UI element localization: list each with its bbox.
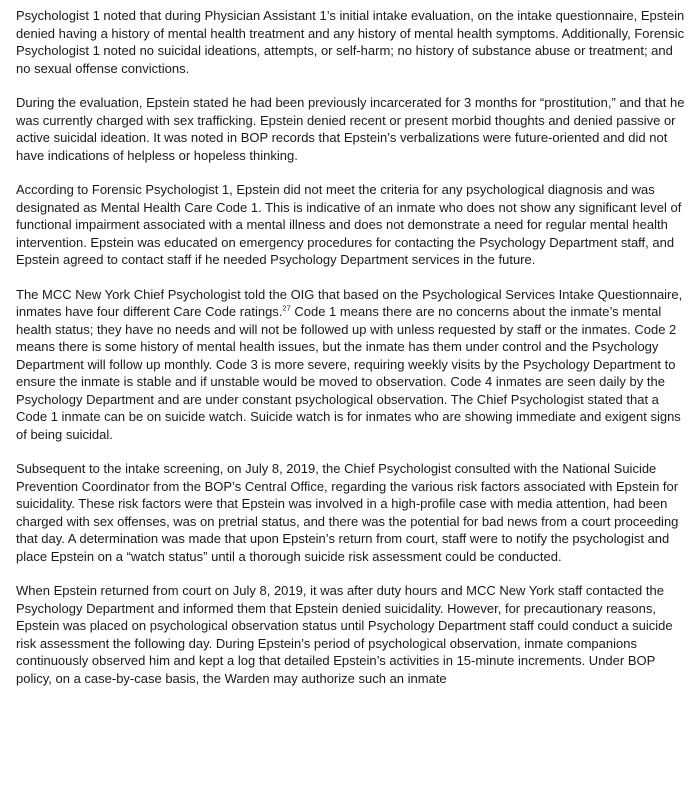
paragraph-diagnosis-care-code: According to Forensic Psychologist 1, Epstein did not meet the criteria for any psychological diagnosis and was designated as Mental Health Care Code 1. This is indicative of an inmate who does not show any significant level of functional impairment associated with a mental illness and does not demonstrate a need for regular mental health intervention. Epstein was educated on emergency procedures for contacting the Psychology Department staff, and Epstein agreed to contact staff if he needed Psychology Department services in the future. [16, 182, 682, 267]
paragraph-risk-factors-consultation: Subsequent to the intake screening, on July 8, 2019, the Chief Psychologist consulted with the National Suicide Prevention Coordinator from the BOP’s Central Office, regarding the various risk factors associated with Epstein for suicidality. These risk factors were that Epstein was involved in a high-profile case with media attention, had been charged with sex offenses, was on pretrial status, and there was the potential for bad news from a court proceeding that day. A determination was made that upon Epstein’s return from court, staff were to notify the psychologist and place Epstein on a “watch status” until a thorough suicide risk assessment could be conducted. [16, 461, 679, 564]
paragraph-evaluation-statements: During the evaluation, Epstein stated he had been previously incarcerated for 3 months for “prostitution,” and that he was currently charged with sex trafficking. Epstein denied recent or present morbid thoughts and denied passive or active suicidal ideation. It was noted in BOP records that Epstein’s verbalizations were future-oriented and did not have indications of helpless or hopeless thinking. [16, 95, 685, 163]
paragraph-care-code-text-before: The MCC New York Chief Psychologist told the OIG that based on the Psychological Services Intake Questionnaire, inmates have four different Care Code ratings. [16, 286, 683, 319]
footnote-reference[interactable]: 27 [282, 303, 291, 313]
paragraph-care-code-text-after: Code 1 means there are no concerns about the inmate’s mental health status; they have no needs and will not be followed up with unless requested by staff or the inmates. Code 2 means there is some history of mental health issues, but the inmate has them under control and the Psychology Department will follow up monthly. Code 3 is more severe, requiring weekly visits by the Psychology Department to ensure the inmate is stable and if unstable would be moved to observation. Code 4 inmates are seen daily by the Psychology Department and are under constant psychological observation. The Chief Psychologist stated that a Code 1 inmate can be on suicide watch. Suicide watch is for inmates who are showing immediate and exigent signs of being suicidal. [16, 304, 681, 442]
paragraph-care-code-ratings [16, 286, 690, 444]
paragraph-psychological-observation: When Epstein returned from court on July 8, 2019, it was after duty hours and MCC New York staff contacted the Psychology Department and informed them that Epstein denied suicidality. However, for precautionary reasons, Epstein was placed on psychological observation status until Psychology Department staff could conduct a suicide risk assessment the following day. During Epstein’s period of psychological observation, inmate companions continuously observed him and kept a log that detailed Epstein’s activities in 15-minute increments. Under BOP policy, on a case-by-case basis, the Warden may authorize such an inmate [16, 583, 673, 686]
paragraph-intake-questionnaire: Psychologist 1 noted that during Physician Assistant 1’s initial intake evaluation, on the intake questionnaire, Epstein denied having a history of mental health treatment and any history of mental health symptoms. Additionally, Forensic Psychologist 1 noted no suicidal ideations, attempts, or self-harm; no history of substance abuse or treatment; and no sexual offense convictions. [16, 8, 685, 76]
document-body [16, 7, 690, 704]
